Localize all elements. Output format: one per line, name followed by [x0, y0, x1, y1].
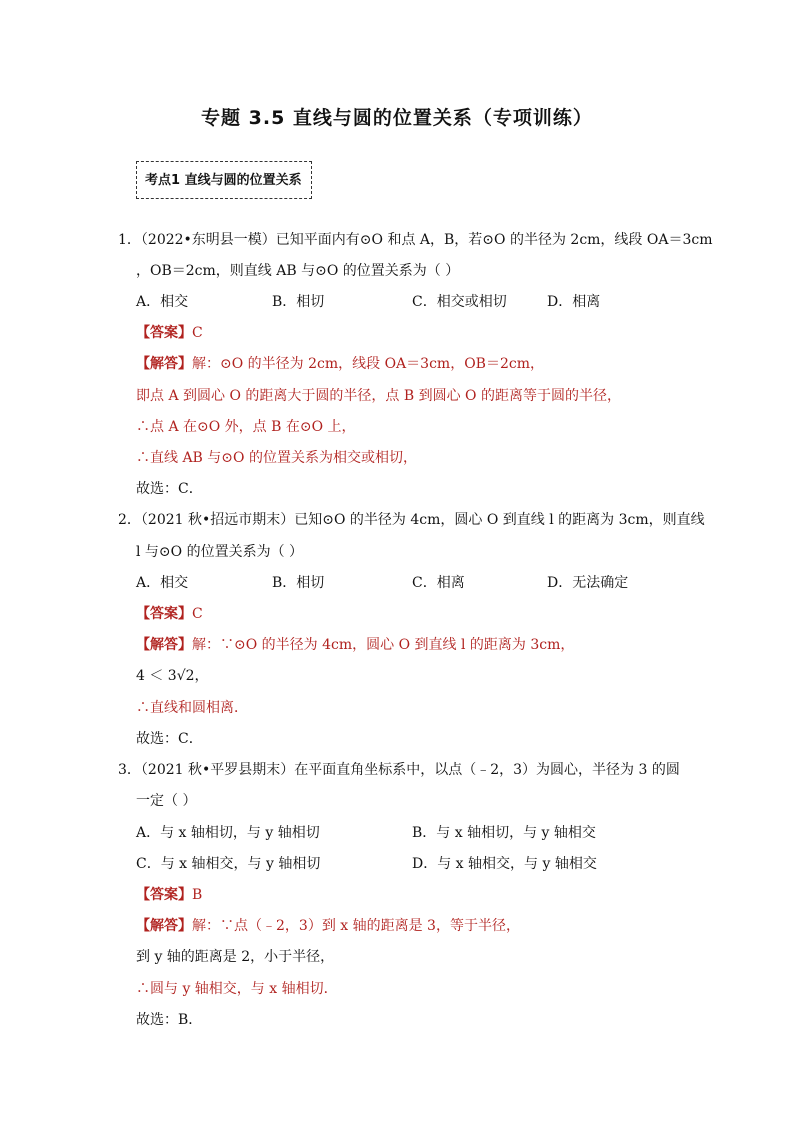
page-title: 专题 3.5 直线与圆的位置关系（专项训练）: [201, 107, 593, 129]
q3-option-a: A．与 x 轴相切，与 y 轴相切: [136, 825, 320, 841]
q3-stem-line1: 3．（2021 秋•平罗县期末）在平面直角坐标系中，以点（﹣2，3）为圆心，半径为 3 的圆: [118, 762, 680, 778]
q3-option-b: B．与 x 轴相切，与 y 轴相交: [412, 825, 596, 841]
q2-solution-line4: 故选：C．: [136, 731, 203, 747]
q1-option-b: B．相切: [272, 294, 325, 310]
q1-answer: [136, 322, 203, 342]
answer-label: 【答案】: [136, 606, 192, 622]
q3-stem-line2: 一定（ ）: [136, 793, 197, 809]
q3-solution-line3: ∴圆与 y 轴相交，与 x 轴相切．: [136, 981, 338, 997]
solution-text: 解：⊙O 的半径为 2cm，线段 OA＝3cm，OB＝2cm，: [192, 356, 544, 372]
section-box: 考点1 直线与圆的位置关系: [136, 161, 312, 199]
q3-option-c: C．与 x 轴相交，与 y 轴相切: [136, 856, 321, 872]
q1-solution-line4: ∴直线 AB 与⊙O 的位置关系为相交或相切，: [136, 450, 417, 466]
solution-label: 【解答】: [136, 356, 192, 372]
q3-solution-line4: 故选：B．: [136, 1012, 203, 1028]
q1-stem-line2: ，OB＝2cm，则直线 AB 与⊙O 的位置关系为（ ）: [136, 263, 460, 279]
q1-solution-line3: ∴点 A 在⊙O 外，点 B 在⊙O 上，: [136, 419, 356, 435]
answer-label: 【答案】: [136, 325, 192, 341]
q2-solution-line1: [136, 634, 574, 654]
q2-option-b: B．相切: [272, 575, 325, 591]
q1-stem-line1: 1．（2022•东明县一模）已知平面内有⊙O 和点 A，B，若⊙O 的半径为 2cm，线段 OA＝3cm: [118, 232, 713, 248]
answer-value: C: [192, 606, 203, 622]
solution-label: 【解答】: [136, 918, 192, 934]
q1-option-c: C．相交或相切: [412, 294, 507, 310]
q3-solution-line2: 到 y 轴的距离是 2，小于半径，: [136, 949, 335, 965]
answer-label: 【答案】: [136, 887, 192, 903]
q2-stem-line2: l 与⊙O 的位置关系为（ ）: [136, 544, 304, 560]
answer-value: C: [192, 325, 203, 341]
solution-text: 解：∵点（﹣2，3）到 x 轴的距离是 3，等于半径，: [192, 918, 520, 934]
q1-solution-line2: 即点 A 到圆心 O 的距离大于圆的半径，点 B 到圆心 O 的距离等于圆的半径，: [136, 388, 621, 404]
q1-solution-line1: [136, 353, 544, 373]
q1-option-d: D．相离: [547, 294, 601, 310]
q2-solution-line2: 4 ＜ 3√2，: [136, 668, 209, 684]
q3-option-d: D．与 x 轴相交，与 y 轴相交: [412, 856, 597, 872]
solution-label: 【解答】: [136, 637, 192, 653]
q3-solution-line1: [136, 915, 520, 935]
q2-option-a: A．相交: [136, 575, 189, 591]
q2-solution-line3: ∴直线和圆相离．: [136, 700, 248, 716]
q3-answer: [136, 884, 202, 904]
q2-option-d: D．无法确定: [547, 575, 629, 591]
q1-solution-line5: 故选：C．: [136, 481, 203, 497]
q1-option-a: A．相交: [136, 294, 189, 310]
q2-stem-line1: 2．（2021 秋•招远市期末）已知⊙O 的半径为 4cm，圆心 O 到直线 l 的距离为 3cm，则直线: [118, 512, 705, 528]
q2-answer: [136, 603, 203, 623]
q2-option-c: C．相离: [412, 575, 465, 591]
answer-value: B: [192, 887, 203, 903]
solution-text: 解：∵⊙O 的半径为 4cm，圆心 O 到直线 l 的距离为 3cm，: [192, 637, 575, 653]
